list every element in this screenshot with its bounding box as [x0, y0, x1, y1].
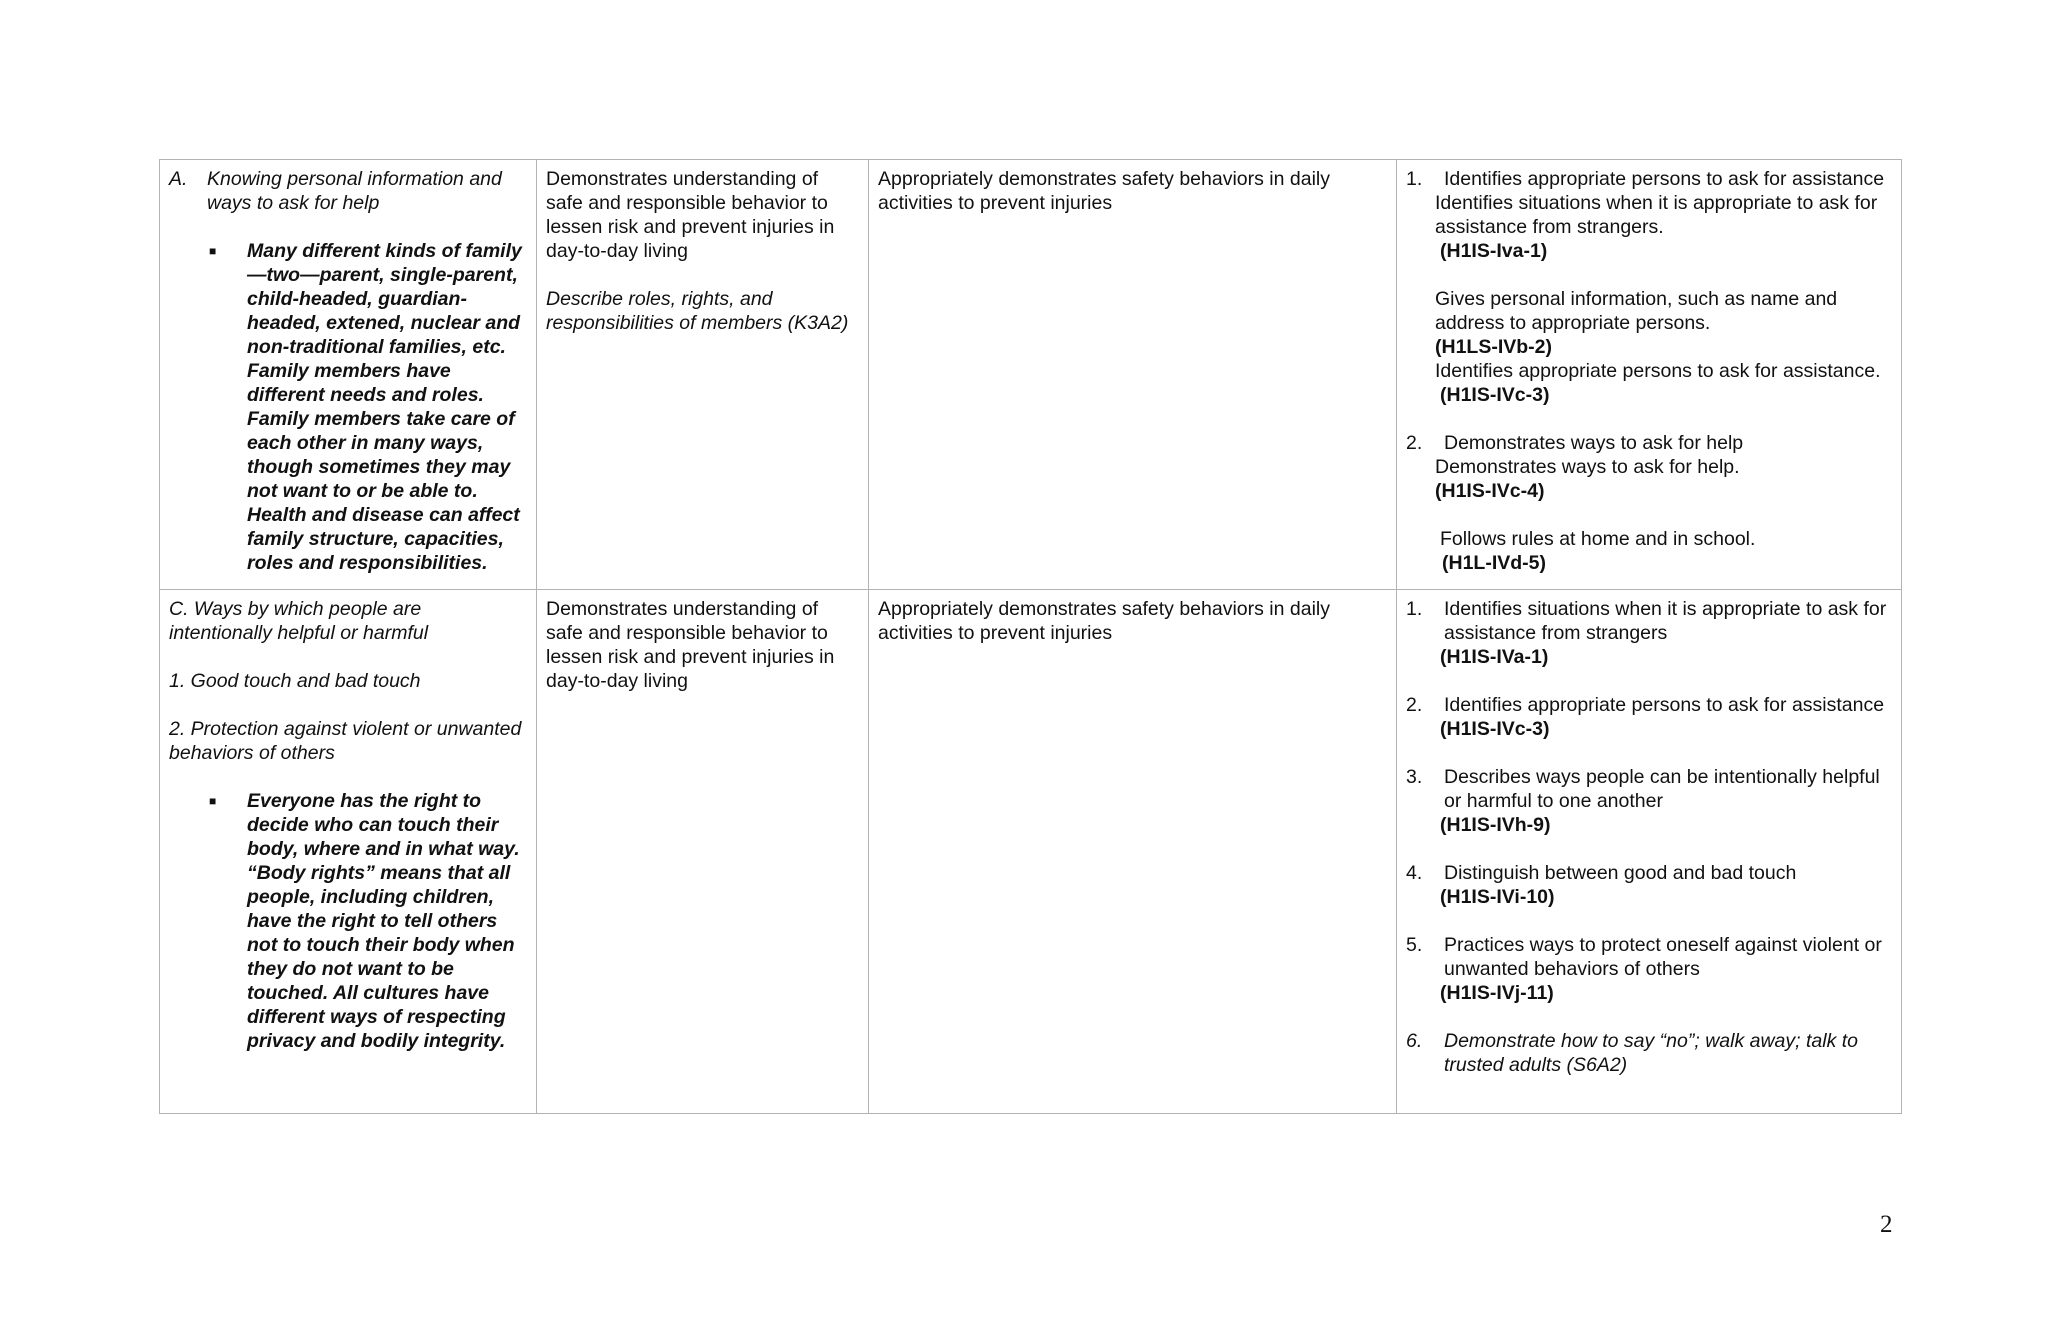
competency-item	[1406, 693, 1892, 717]
content-subtopic: 2. Protection against violent or unwanted behaviors of others	[169, 718, 522, 764]
competency-text: Practices ways to protect oneself against violent or unwanted behaviors of others	[1444, 934, 1882, 980]
bullet-text: Everyone has the right to decide who can touch their body, where and in what way. “Body rights” means that all people, including children, have the right to tell others not to touch their body when they do not want to be touched. All cultures have different ways of respecting privacy and bodily integrity.	[247, 790, 520, 1052]
competency-subtext: Identifies appropriate persons to ask for assistance.	[1435, 360, 1881, 382]
competency-code: (H1IS-IVh-9)	[1440, 814, 1551, 836]
row2-content-standard-cell	[536, 589, 868, 1113]
item-number: 5.	[1406, 934, 1423, 956]
row1-performance-standard-cell	[868, 160, 1396, 589]
row1-content-heading	[169, 167, 527, 215]
page-number: 2	[1880, 1211, 1893, 1238]
competency-item	[1406, 597, 1892, 645]
competency-item	[1406, 933, 1892, 981]
bullet-icon: ■	[209, 244, 217, 258]
competency-subtext: Gives personal information, such as name and address to appropriate persons.	[1435, 288, 1838, 334]
competency-subtext: Follows rules at home and in school.	[1440, 528, 1756, 550]
competency-subtext: Demonstrates ways to ask for help.	[1435, 456, 1740, 478]
item-number: 2.	[1406, 432, 1423, 454]
item-number: 3.	[1406, 766, 1423, 788]
content-title: Knowing personal information and ways to ask for help	[207, 168, 502, 214]
bullet-icon: ■	[209, 794, 217, 808]
competency-code: (H1IS-IVc-3)	[1440, 384, 1550, 406]
content-title: C. Ways by which people are intentionally helpful or harmful	[169, 598, 429, 644]
competency-text: Demonstrate how to say “no”; walk away; talk to trusted adults (S6A2)	[1444, 1030, 1859, 1076]
competency-text: Identifies appropriate persons to ask for assistance	[1444, 694, 1885, 716]
curriculum-table	[159, 159, 1902, 1114]
competency-code: (H1IS-IVc-3)	[1440, 718, 1550, 740]
competency-code: (H1L-IVd-5)	[1442, 552, 1546, 574]
competency-item	[1406, 431, 1892, 455]
competency-code: (H1IS-IVc-4)	[1435, 480, 1545, 502]
competency-text: Demonstrates ways to ask for help	[1444, 432, 1744, 454]
content-standard: Demonstrates understanding of safe and responsible behavior to lessen risk and prevent injuries in day-to-day living	[546, 168, 835, 262]
list-marker: A.	[169, 168, 188, 190]
competency-item	[1406, 167, 1892, 191]
row1-content-standard-cell	[536, 160, 868, 589]
content-standard: Demonstrates understanding of safe and responsible behavior to lessen risk and prevent injuries in day-to-day living	[546, 598, 835, 692]
competency-text: Identifies appropriate persons to ask for assistance	[1444, 168, 1885, 190]
competency-code: (H1IS-Iva-1)	[1440, 240, 1548, 262]
item-number: 6.	[1406, 1030, 1423, 1052]
row2-content-cell	[160, 589, 536, 1113]
performance-standard: Appropriately demonstrates safety behaviors in daily activities to prevent injuries	[878, 168, 1330, 214]
row2-competencies-cell	[1396, 589, 1901, 1113]
content-subtopic: 1. Good touch and bad touch	[169, 670, 421, 692]
item-number: 4.	[1406, 862, 1423, 884]
row2-content-bullet	[209, 789, 527, 1053]
competency-text: Identifies situations when it is appropriate to ask for assistance from strangers	[1444, 598, 1887, 644]
competency-item	[1406, 861, 1892, 885]
competency-item	[1406, 765, 1892, 813]
performance-standard: Appropriately demonstrates safety behaviors in daily activities to prevent injuries	[878, 598, 1330, 644]
row1-content-bullet	[209, 239, 527, 575]
competency-code: (H1IS-IVa-1)	[1440, 646, 1549, 668]
content-standard-note: Describe roles, rights, and responsibilities of members (K3A2)	[546, 288, 849, 334]
row1-content-cell	[160, 160, 536, 589]
row2-performance-standard-cell	[868, 589, 1396, 1113]
item-number: 2.	[1406, 694, 1423, 716]
competency-subtext: Identifies situations when it is appropriate to ask for assistance from strangers.	[1435, 192, 1878, 238]
row1-competencies-cell	[1396, 160, 1901, 589]
competency-code: (H1IS-IVi-10)	[1440, 886, 1555, 908]
competency-code: (H1LS-IVb-2)	[1435, 336, 1552, 358]
competency-code: (H1IS-IVj-11)	[1440, 982, 1554, 1004]
item-number: 1.	[1406, 168, 1423, 190]
bullet-text: Many different kinds of family—two—parent, single-parent, child-headed, guardian-headed, extened, nuclear and non-traditional families, etc. Family members have different needs and roles. Family members take care of each other in many ways, though sometimes they may not want to or be able to. Health and disease can affect family structure, capacities, roles and responsibilities.	[247, 240, 522, 574]
item-number: 1.	[1406, 598, 1423, 620]
competency-text: Distinguish between good and bad touch	[1444, 862, 1797, 884]
competency-item	[1406, 1029, 1892, 1077]
competency-text: Describes ways people can be intentionally helpful or harmful to one another	[1444, 766, 1880, 812]
